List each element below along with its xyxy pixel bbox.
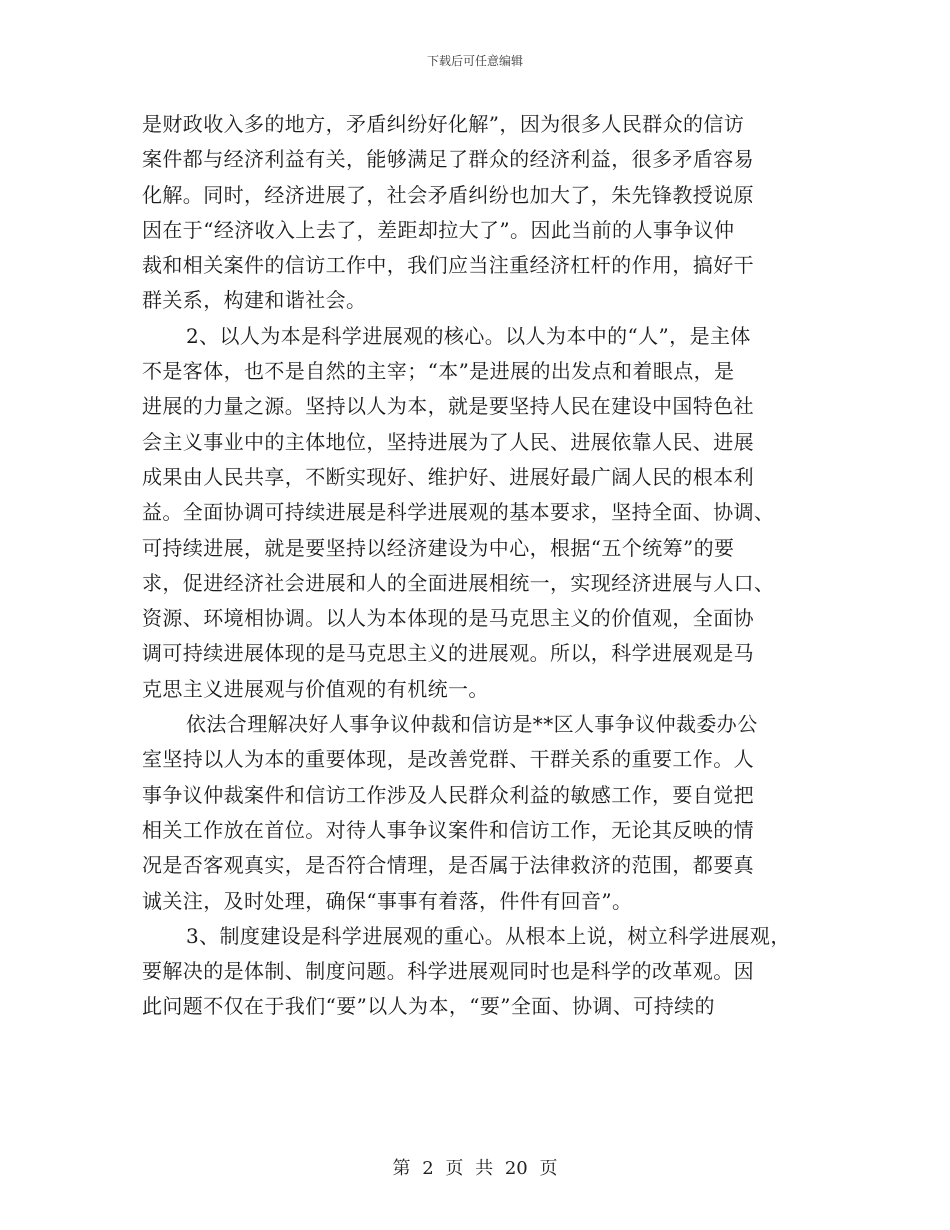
text-line: 不是客体，也不是自然的主宰；“本”是进展的出发点和着眼点，是 xyxy=(142,359,735,384)
page-footer: 第 2 页 共 20 页 xyxy=(392,1158,558,1179)
paragraph-first-line: 3、制度建设是科学进展观的重心。从根本上说，树立科学进展观， xyxy=(186,923,791,948)
text-line: 室坚持以人为本的重要体现，是改善党群、干群关系的重要工作。人 xyxy=(142,747,754,772)
text-line: 克思主义进展观与价值观的有机统一。 xyxy=(142,676,489,701)
text-line: 况是否客观真实，是否符合情理，是否属于法律救济的范围，都要真 xyxy=(142,853,754,878)
text-line: 案件都与经济利益有关，能够满足了群众的经济利益，很多矛盾容易 xyxy=(142,147,754,172)
text-line: 可持续进展，就是要坚持以经济建设为中心，根据“五个统筹”的要 xyxy=(142,535,735,560)
document-body xyxy=(142,107,822,1025)
text-line: 求，促进经济社会进展和人的全面进展相统一，实现经济进展与人口、 xyxy=(142,570,775,595)
text-line: 事争议仲裁案件和信访工作涉及人民群众利益的敏感工作，要自觉把 xyxy=(142,782,754,807)
text-line: 化解。同时，经济进展了，社会矛盾纠纷也加大了，朱先锋教授说原 xyxy=(142,182,754,207)
text-line: 此问题不仅在于我们“要”以人为本，“要”全面、协调、可持续的 xyxy=(142,994,715,1019)
text-line: 裁和相关案件的信访工作中，我们应当注重经济杠杆的作用，搞好干 xyxy=(142,253,754,278)
text-line: 资源、环境相协调。以人为本体现的是马克思主义的价值观，全面协 xyxy=(142,606,754,631)
text-line: 因在于“经济收入上去了，差距却拉大了”。因此当前的人事争议仲 xyxy=(142,217,735,242)
text-line: 相关工作放在首位。对待人事争议案件和信访工作，无论其反映的情 xyxy=(142,817,754,842)
text-line: 会主义事业中的主体地位，坚持进展为了人民、进展依靠人民、进展 xyxy=(142,429,754,454)
text-line: 群关系，构建和谐社会。 xyxy=(142,288,367,313)
page-header: 下载后可任意编辑 xyxy=(426,54,523,68)
text-line: 益。全面协调可持续进展是科学进展观的基本要求，坚持全面、协调、 xyxy=(142,500,775,525)
text-line: 是财政收入多的地方，矛盾纠纷好化解”，因为很多人民群众的信访 xyxy=(142,112,745,136)
paragraph-first-line: 依法合理解决好人事争议仲裁和信访是**区人事争议仲裁委办公 xyxy=(186,712,758,737)
paragraph-first-line: 2、以人为本是科学进展观的核心。以人为本中的“人”，是主体 xyxy=(186,323,751,348)
text-line: 进展的力量之源。坚持以人为本，就是要坚持人民在建设中国特色社 xyxy=(142,394,754,419)
text-line: 要解决的是体制、制度问题。科学进展观同时也是科学的改革观。因 xyxy=(142,959,754,984)
text-line: 成果由人民共享，不断实现好、维护好、进展好最广阔人民的根本利 xyxy=(142,464,754,489)
text-line: 调可持续进展体现的是马克思主义的进展观。所以，科学进展观是马 xyxy=(142,641,754,666)
text-line: 诚关注，及时处理，确保“事事有着落，件件有回音”。 xyxy=(142,888,633,913)
